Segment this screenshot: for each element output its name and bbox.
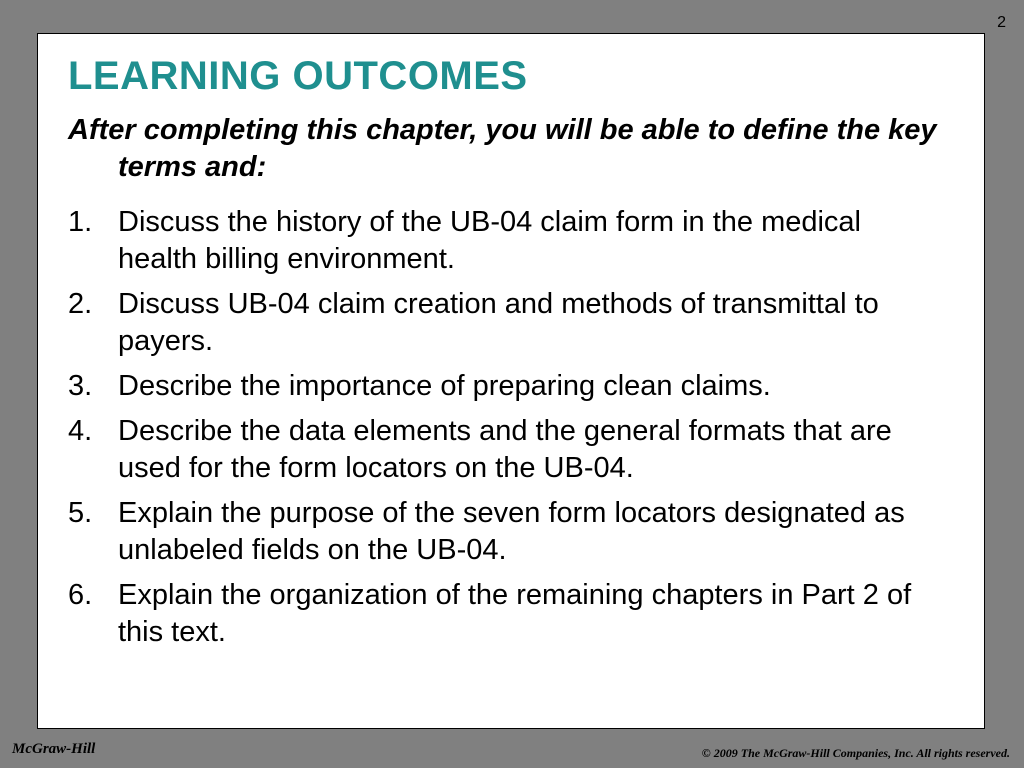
outcome-item: [68, 286, 948, 360]
outcome-text: Discuss the history of the UB-04 claim form in the medical health billing environment.: [118, 206, 861, 275]
publisher-logo-text: McGraw-Hill: [12, 741, 96, 757]
outcome-item: [68, 495, 948, 569]
outcome-item: [68, 368, 948, 405]
outcome-text: Explain the organization of the remaining chapters in Part 2 of this text.: [118, 579, 912, 648]
outcome-item: [68, 577, 948, 651]
slide-content-panel: [37, 33, 985, 729]
outcome-text: Describe the data elements and the general formats that are used for the form locators on the UB-04.: [118, 415, 892, 484]
outcome-item: [68, 204, 948, 278]
outcome-text: Describe the importance of preparing clean claims.: [118, 370, 771, 402]
slide-title: LEARNING OUTCOMES: [68, 54, 528, 98]
intro-text: After completing this chapter, you will be able to define the key terms and:: [68, 114, 937, 183]
outcome-item: [68, 413, 948, 487]
outcome-number: 1.: [68, 206, 93, 238]
slide-number: 2: [997, 14, 1006, 31]
outcome-number: 4.: [68, 415, 93, 447]
outcome-number: 3.: [68, 370, 93, 402]
outcome-number: 6.: [68, 579, 93, 611]
copyright-notice: © 2009 The McGraw-Hill Companies, Inc. All rights reserved.: [701, 746, 1010, 760]
outcome-text: Discuss UB-04 claim creation and methods of transmittal to payers.: [118, 288, 879, 357]
outcome-number: 5.: [68, 497, 93, 529]
outcomes-list: [68, 204, 948, 659]
outcome-number: 2.: [68, 288, 93, 320]
outcome-text: Explain the purpose of the seven form locators designated as unlabeled fields on the UB-04.: [118, 497, 905, 566]
